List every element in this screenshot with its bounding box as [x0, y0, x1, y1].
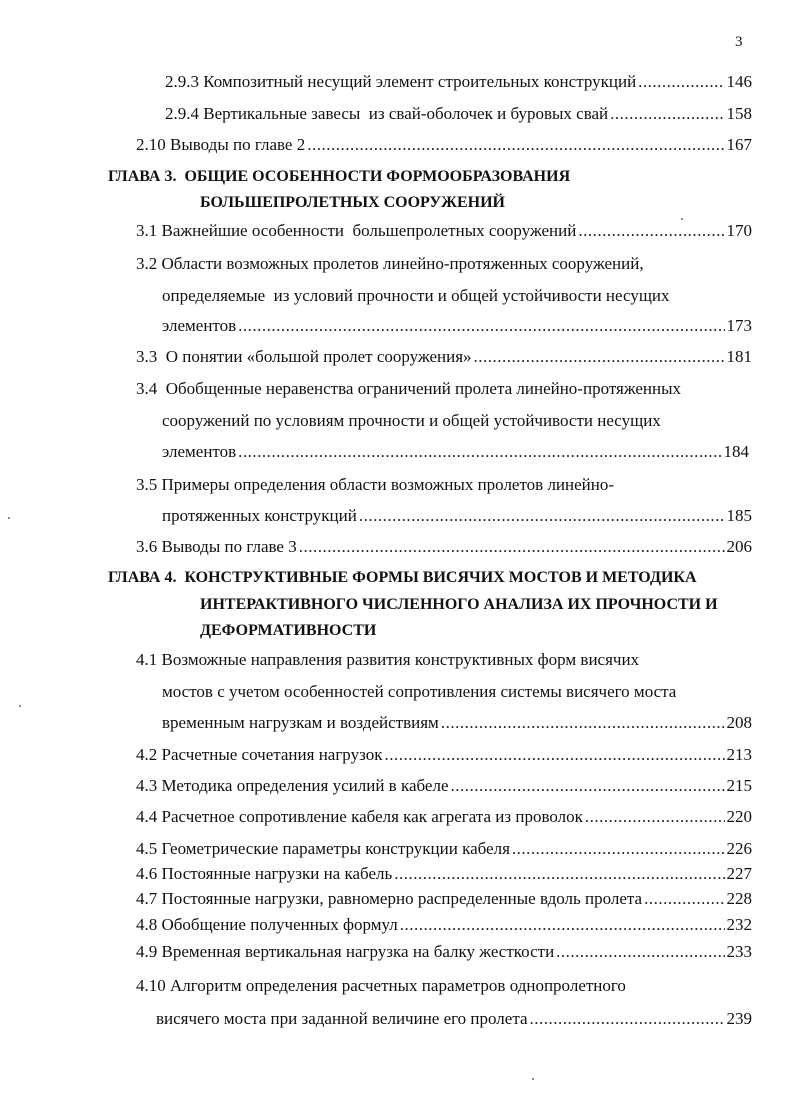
scan-speck: [681, 218, 683, 220]
toc-entry-4-3: [136, 776, 752, 796]
dot-leader: [451, 776, 725, 796]
toc-entry-4-8: [136, 915, 752, 935]
toc-entry-number: 3.5: [136, 475, 158, 494]
toc-entry-4-1-line3: [162, 713, 752, 733]
chapter-3-heading-line1: ГЛАВА 3. ОБЩИЕ ОСОБЕННОСТИ ФОРМООБРАЗОВАНИЯ: [108, 168, 571, 185]
toc-entry-number: 4.2: [136, 745, 158, 764]
toc-entry-title: Временная вертикальная нагрузка на балку жесткости: [161, 942, 555, 961]
toc-entry-4-1: [136, 650, 639, 670]
toc-entry-3-4: [136, 379, 681, 399]
toc-entry-number: 2.9.3: [165, 72, 199, 91]
toc-entry-title: Композитный несущий элемент строительных конструкций: [203, 72, 637, 91]
toc-entry-3-6: [136, 537, 752, 557]
toc-entry-page: 213: [726, 745, 752, 764]
dot-leader: [578, 221, 724, 241]
toc-entry-title-line1: Обобщенные неравенства ограничений пролета линейно-протяженных: [165, 379, 682, 398]
toc-entry-page: 181: [726, 347, 752, 366]
toc-entry-4-4: [136, 807, 752, 827]
dot-leader: [474, 347, 725, 367]
toc-entry-title-line1: Возможные направления развития конструктивных форм висячих: [161, 650, 640, 669]
toc-entry-number: 4.5: [136, 839, 158, 858]
chapter-3-heading-line2: БОЛЬШЕПРОЛЕТНЫХ СООРУЖЕНИЙ: [200, 194, 505, 211]
dot-leader: [644, 889, 724, 909]
toc-entry-2-10: [136, 135, 752, 155]
toc-entry-number: 3.2: [136, 254, 158, 273]
toc-entry-page: 227: [726, 864, 752, 883]
toc-entry-page: 208: [726, 713, 752, 732]
scan-speck: [532, 1078, 534, 1080]
toc-entry-page: 233: [726, 942, 752, 961]
toc-entry-title: Постоянные нагрузки на кабель: [161, 864, 393, 883]
toc-entry-3-2-line2: определяемые из условий прочности и общей устойчивости несущих: [162, 286, 670, 305]
toc-entry-2-9-4: [165, 104, 752, 124]
chapter-4-heading-line3: ДЕФОРМАТИВНОСТИ: [200, 622, 377, 639]
toc-entry-page: 158: [726, 104, 752, 123]
toc-entry-number: 3.4: [136, 379, 158, 398]
dot-leader: [441, 713, 725, 733]
toc-entry-title-line3: временным нагрузкам и воздействиям: [162, 713, 439, 732]
toc-entry-title: Расчетное сопротивление кабеля как агрегата из проволок: [161, 807, 583, 826]
toc-entry-title-line2: висячего моста при заданной величине его пролета: [156, 1009, 528, 1028]
toc-entry-3-3: [136, 347, 752, 367]
toc-entry-3-1: [136, 221, 752, 241]
dot-leader: [384, 745, 724, 765]
toc-entry-page: 167: [726, 135, 752, 154]
dot-leader: [400, 915, 725, 935]
toc-entry-2-9-3: [165, 72, 752, 92]
toc-entry-4-10: [136, 976, 626, 996]
dot-leader: [299, 537, 725, 557]
dot-leader: [556, 942, 724, 962]
toc-entry-title: О понятии «большой пролет сооружения»: [165, 347, 472, 366]
toc-entry-title: Методика определения усилий в кабеле: [161, 776, 449, 795]
toc-entry-page: 146: [726, 72, 752, 91]
dot-leader: [238, 442, 721, 462]
toc-entry-title: Постоянные нагрузки, равномерно распределенные вдоль пролета: [161, 889, 643, 908]
toc-entry-4-5: [136, 839, 752, 859]
toc-entry-title: Расчетные сочетания нагрузок: [161, 745, 383, 764]
dot-leader: [238, 316, 724, 336]
toc-entry-title: Вертикальные завесы из свай-оболочек и буровых свай: [203, 104, 609, 123]
toc-entry-3-2-line3: [162, 316, 752, 336]
toc-entry-4-7: [136, 889, 752, 909]
dot-leader: [359, 506, 725, 526]
toc-entry-number: 4.10: [136, 976, 166, 995]
toc-entry-4-9: [136, 942, 752, 962]
toc-entry-title-line3: элементов: [162, 442, 237, 461]
dot-leader: [530, 1009, 725, 1029]
toc-entry-title: Выводы по главе 2: [170, 135, 306, 154]
toc-entry-number: 4.9: [136, 942, 158, 961]
toc-entry-3-4-line3: [162, 442, 749, 462]
toc-entry-number: 4.3: [136, 776, 158, 795]
toc-entry-title: Геометрические параметры конструкции кабеля: [161, 839, 510, 858]
toc-entry-number: 3.1: [136, 221, 158, 240]
toc-entry-page: 239: [726, 1009, 752, 1028]
toc-entry-page: 185: [726, 506, 752, 525]
toc-entry-page: 228: [726, 889, 752, 908]
toc-entry-title-line2: протяженных конструкций: [162, 506, 357, 525]
toc-entry-3-4-line2: сооружений по условиям прочности и общей устойчивости несущих: [162, 411, 661, 430]
dot-leader: [610, 104, 724, 124]
page-number: 3: [735, 34, 743, 50]
toc-entry-number: 4.8: [136, 915, 158, 934]
toc-entry-title-line1: Алгоритм определения расчетных параметров однопролетного: [170, 976, 626, 995]
toc-entry-number: 4.6: [136, 864, 158, 883]
scan-speck: [8, 517, 10, 519]
toc-entry-title-line1: Примеры определения области возможных пролетов линейно-: [161, 475, 615, 494]
toc-entry-page: 173: [726, 316, 752, 335]
toc-entry-title: Выводы по главе 3: [161, 537, 297, 556]
toc-entry-number: 4.4: [136, 807, 158, 826]
toc-entry-page: 226: [726, 839, 752, 858]
toc-entry-page: 220: [726, 807, 752, 826]
toc-entry-page: 206: [726, 537, 752, 556]
toc-entry-title-line3: элементов: [162, 316, 237, 335]
chapter-4-heading-line1: ГЛАВА 4. КОНСТРУКТИВНЫЕ ФОРМЫ ВИСЯЧИХ МОСТОВ И МЕТОДИКА: [108, 569, 697, 586]
scan-speck: [19, 705, 21, 707]
toc-entry-number: 4.7: [136, 889, 158, 908]
dot-leader: [512, 839, 725, 859]
toc-entry-3-5-line2: [162, 506, 752, 526]
toc-entry-number: 3.3: [136, 347, 158, 366]
toc-entry-4-1-line2: мостов с учетом особенностей сопротивления системы висячего моста: [162, 682, 677, 701]
toc-entry-title: Важнейшие особенности большепролетных сооружений: [161, 221, 577, 240]
toc-entry-page: 215: [726, 776, 752, 795]
toc-entry-title-line1: Области возможных пролетов линейно-протяженных сооружений,: [161, 254, 644, 273]
toc-entry-number: 2.10: [136, 135, 166, 154]
toc-entry-number: 4.1: [136, 650, 158, 669]
toc-entry-3-2: [136, 254, 644, 274]
toc-entry-number: 3.6: [136, 537, 158, 556]
toc-entry-4-6: [136, 864, 752, 884]
dot-leader: [307, 135, 724, 155]
toc-entry-4-10-line2: [156, 1009, 752, 1029]
toc-entry-number: 2.9.4: [165, 104, 199, 123]
toc-entry-page: 232: [726, 915, 752, 934]
toc-entry-4-2: [136, 745, 752, 765]
toc-entry-page: 184: [723, 442, 749, 461]
dot-leader: [394, 864, 724, 884]
toc-entry-3-5: [136, 475, 614, 495]
dot-leader: [638, 72, 724, 92]
toc-entry-page: 170: [726, 221, 752, 240]
dot-leader: [585, 807, 725, 827]
chapter-4-heading-line2: ИНТЕРАКТИВНОГО ЧИСЛЕННОГО АНАЛИЗА ИХ ПРОЧНОСТИ И: [200, 596, 718, 613]
toc-entry-title: Обобщение полученных формул: [161, 915, 398, 934]
